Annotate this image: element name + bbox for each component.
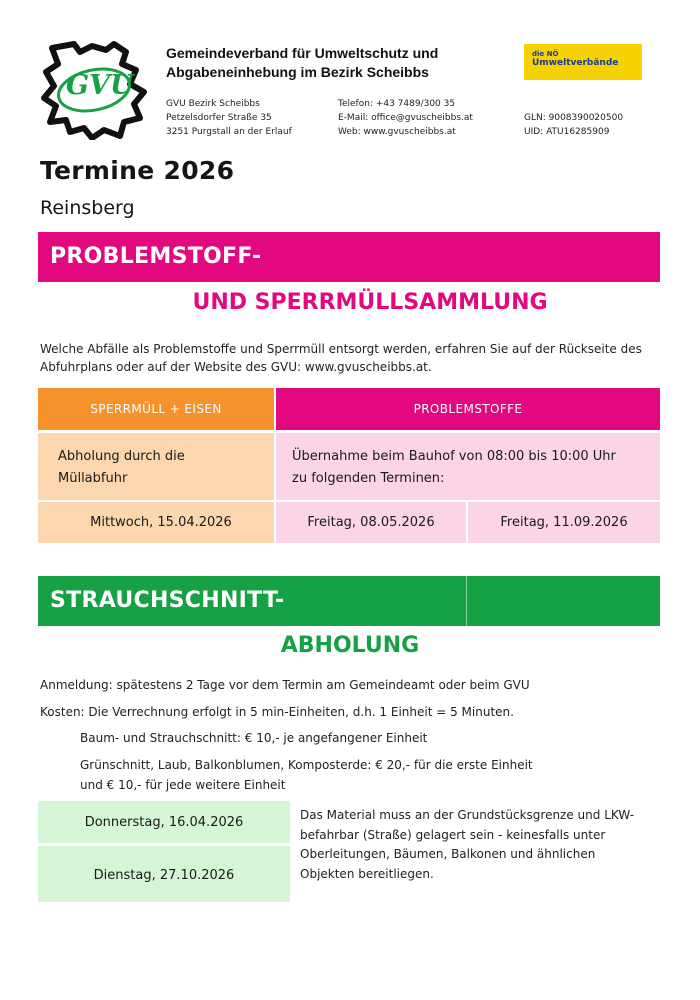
anmeldung-text: Anmeldung: spätestens 2 Tage vor dem Termin am Gemeindeamt oder beim GVU <box>40 678 530 692</box>
org-name: Gemeindeverband für Umweltschutz und Abgabeneinhebung im Bezirk Scheibbs <box>166 45 439 80</box>
postal-address: GVU Bezirk Scheibbs Petzelsdorfer Straße 35 3251 Purgstall an der Erlauf <box>166 99 292 137</box>
problemstoff-intro: Welche Abfälle als Problemstoffe und Sperrmüll entsorgt werden, erfahren Sie auf der Rückseite des Abfuhrplans oder auf der Website des GVU: www.gvuscheibbs.at. <box>40 342 642 374</box>
municipality-name: Reinsberg <box>40 197 135 219</box>
strauchschnitt-date: Dienstag, 27.10.2026 <box>38 846 290 902</box>
sperrmuell-info: Abholung durch die Müllabfuhr <box>38 433 274 500</box>
collection-table <box>38 388 660 543</box>
letterhead <box>0 0 700 150</box>
web-link[interactable]: Web: www.gvuscheibbs.at <box>338 127 456 137</box>
sperrmuell-date: Mittwoch, 15.04.2026 <box>38 502 274 543</box>
price-gruenschnitt: Grünschnitt, Laub, Balkonblumen, Komposterde: € 20,- für die erste Einheit und € 10,- für jede weitere Einheit <box>80 758 533 792</box>
logo-text: GVU <box>66 70 134 101</box>
price-baumschnitt: Baum- und Strauchschnitt: € 10,- je angefangener Einheit <box>80 731 428 745</box>
strauchschnitt-band: STRAUCHSCHNITT- <box>38 576 660 626</box>
problemstoffe-info: Übernahme beim Bauhof von 08:00 bis 10:00 Uhr zu folgenden Terminen: <box>276 433 660 500</box>
problemstoff-band: PROBLEMSTOFF- <box>38 232 660 282</box>
band-divider <box>466 576 467 626</box>
strauchschnitt-date: Donnerstag, 16.04.2026 <box>38 801 290 843</box>
problemstoffe-date: Freitag, 11.09.2026 <box>468 502 660 543</box>
kosten-text: Kosten: Die Verrechnung erfolgt in 5 min-Einheiten, d.h. 1 Einheit = 5 Minuten. <box>40 705 514 719</box>
gvu-logo <box>40 40 150 140</box>
material-note: Das Material muss an der Grundstücksgrenze und LKW-befahrbar (Straße) gelagert sein - keinesfalls unter Oberleitungen, Bäumen, Balkonen und ähnlichen Objekten bereitliegen. <box>300 808 635 881</box>
noe-umweltverbaende-badge: die NÖ Umweltverbände <box>524 44 642 80</box>
email-link[interactable]: E-Mail: office@gvuscheibbs.at <box>338 113 473 123</box>
problemstoff-heading: UND SPERRMÜLLSAMMLUNG <box>192 290 548 315</box>
company-ids: GLN: 9008390020500 UID: ATU16285909 <box>524 113 624 137</box>
col-header-sperrmuell: SPERRMÜLL + EISEN <box>38 388 274 430</box>
contact-info: Telefon: +43 7489/300 35 E-Mail: office@gvuscheibbs.at Web: www.gvuscheibbs.at <box>338 99 473 137</box>
page-title: Termine 2026 <box>40 156 235 185</box>
problemstoffe-date: Freitag, 08.05.2026 <box>276 502 466 543</box>
strauchschnitt-heading: ABHOLUNG <box>280 633 420 658</box>
col-header-problemstoffe: PROBLEMSTOFFE <box>276 388 660 430</box>
